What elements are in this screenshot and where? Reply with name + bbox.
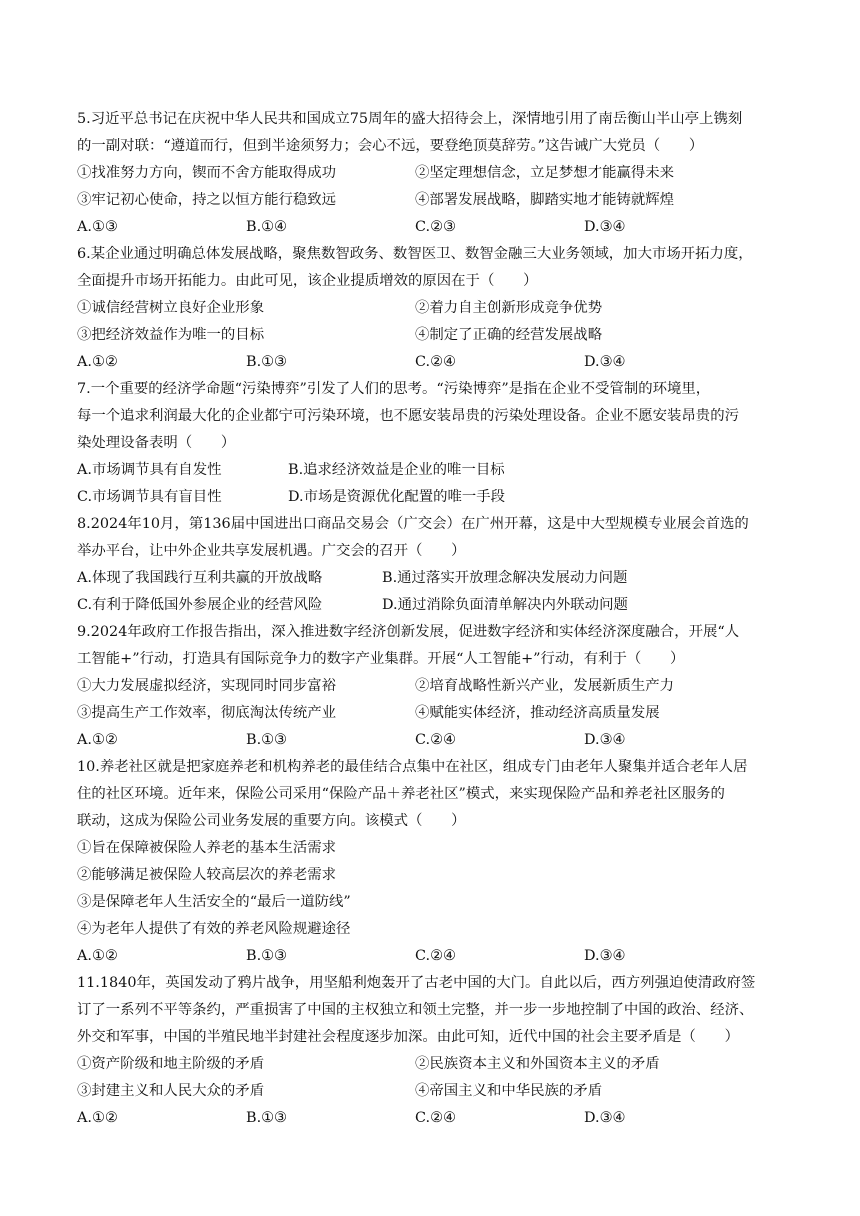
q9-option-a[interactable]: A.①② [77, 732, 118, 748]
q6-item-3: ③把经济效益作为唯一的目标 [77, 327, 265, 343]
q6-stem-line-1: 6.某企业通过明确总体发展战略，聚焦数智政务、数智医卫、数智金融三大业务领域，加大市场开拓力度， [77, 246, 753, 262]
q7-option-a[interactable]: A.市场调节具有自发性 [77, 462, 222, 478]
q6-option-d[interactable]: D.③④ [584, 354, 626, 370]
q5-stem-line-2: 的一副对联：“遵道而行，但到半途须努力；会心不远，要登绝顶莫辞劳。”这告诫广大党员（ ） [77, 138, 704, 154]
q7-stem-line-1: 7.一个重要的经济学命题“污染博弈”引发了人们的思考。“污染博弈”是指在企业不受管制的环境里， [77, 381, 711, 397]
q5-stem-line-1: 5.习近平总书记在庆祝中华人民共和国成立75周年的盛大招待会上，深情地引用了南岳衡山半山亭上镌刻 [77, 111, 743, 127]
q6-option-b[interactable]: B.①③ [246, 354, 287, 370]
q11-option-c[interactable]: C.②④ [415, 1110, 456, 1126]
q10-item-1: ①旨在保障被保险人养老的基本生活需求 [77, 840, 337, 856]
q8-stem-line-1: 8.2024年10月，第136届中国进出口商品交易会（广交会）在广州开幕，这是中大型规模专业展会首选的 [77, 516, 749, 532]
q10-item-3: ③是保障老年人生活安全的“最后一道防线” [77, 894, 351, 910]
q5-item-2: ②坚定理想信念，立足梦想才能赢得未来 [415, 165, 675, 181]
q5-option-d[interactable]: D.③④ [584, 219, 626, 235]
q11-stem-line-2: 订了一系列不平等条约，严重损害了中国的主权独立和领土完整，并一步一步地控制了中国的政治、经济、 [77, 1002, 754, 1018]
q11-item-1: ①资产阶级和地主阶级的矛盾 [77, 1056, 265, 1072]
q9-stem-line-2: 工智能+”行动，打造具有国际竞争力的数字产业集群。开展“人工智能+”行动，有利于（ ） [77, 651, 685, 667]
q10-stem-line-2: 住的社区环境。近年来，保险公司采用“保险产品＋养老社区”模式，来实现保险产品和养老社区服务的 [77, 786, 725, 802]
q5-item-3: ③牢记初心使命，持之以恒方能行稳致远 [77, 192, 337, 208]
q10-stem-line-1: 10.养老社区就是把家庭养老和机构养老的最佳结合点集中在社区，组成专门由老年人聚集并适合老年人居 [77, 759, 748, 775]
q10-option-b[interactable]: B.①③ [246, 948, 287, 964]
q7-option-c[interactable]: C.市场调节具有盲目性 [77, 489, 222, 505]
q8-option-d[interactable]: D.通过消除负面清单解决内外联动问题 [382, 597, 628, 613]
q6-item-1: ①诚信经营树立良好企业形象 [77, 300, 265, 316]
q6-item-4: ④制定了正确的经营发展战略 [415, 327, 603, 343]
q9-item-3: ③提高生产工作效率，彻底淘汰传统产业 [77, 705, 337, 721]
q7-option-d[interactable]: D.市场是资源优化配置的唯一手段 [288, 489, 506, 505]
q5-option-a[interactable]: A.①③ [77, 219, 118, 235]
q8-option-c[interactable]: C.有利于降低国外参展企业的经营风险 [77, 597, 323, 613]
q8-option-a[interactable]: A.体现了我国践行互利共赢的开放战略 [77, 570, 323, 586]
q9-option-d[interactable]: D.③④ [584, 732, 626, 748]
q5-option-c[interactable]: C.②③ [415, 219, 456, 235]
q5-option-b[interactable]: B.①④ [246, 219, 287, 235]
q11-item-2: ②民族资本主义和外国资本主义的矛盾 [415, 1056, 660, 1072]
q11-option-a[interactable]: A.①② [77, 1110, 118, 1126]
q9-stem-line-1: 9.2024年政府工作报告指出，深入推进数字经济创新发展，促进数字经济和实体经济深度融合，开展“人 [77, 624, 740, 640]
q11-option-b[interactable]: B.①③ [246, 1110, 287, 1126]
q11-item-3: ③封建主义和人民大众的矛盾 [77, 1083, 265, 1099]
q10-option-a[interactable]: A.①② [77, 948, 118, 964]
q11-stem-line-3: 外交和军事，中国的半殖民地半封建社会程度逐步加深。由此可知，近代中国的社会主要矛盾是（ ） [77, 1029, 739, 1045]
q8-stem-line-2: 举办平台，让中外企业共享发展机遇。广交会的召开（ ） [77, 543, 466, 559]
q6-option-c[interactable]: C.②④ [415, 354, 456, 370]
q9-item-2: ②培育战略性新兴产业，发展新质生产力 [415, 678, 675, 694]
q5-item-4: ④部署发展战略，脚踏实地才能铸就辉煌 [415, 192, 675, 208]
q10-option-c[interactable]: C.②④ [415, 948, 456, 964]
q9-item-4: ④赋能实体经济，推动经济高质量发展 [415, 705, 660, 721]
q6-item-2: ②着力自主创新形成竞争优势 [415, 300, 603, 316]
q9-item-1: ①大力发展虚拟经济，实现同时同步富裕 [77, 678, 337, 694]
q10-item-2: ②能够满足被保险人较高层次的养老需求 [77, 867, 337, 883]
q10-option-d[interactable]: D.③④ [584, 948, 626, 964]
q11-option-d[interactable]: D.③④ [584, 1110, 626, 1126]
q11-item-4: ④帝国主义和中华民族的矛盾 [415, 1083, 603, 1099]
q7-option-b[interactable]: B.追求经济效益是企业的唯一目标 [288, 462, 505, 478]
q9-option-b[interactable]: B.①③ [246, 732, 287, 748]
q10-stem-line-3: 联动，这成为保险公司业务发展的重要方向。该模式（ ） [77, 813, 466, 829]
q11-stem-line-1: 11.1840年，英国发动了鸦片战争，用坚船利炮轰开了古老中国的大门。自此以后，西方列强迫使清政府签 [77, 975, 756, 991]
q7-stem-line-2: 每一个追求利润最大化的企业都宁可污染环境，也不愿安装昂贵的污染处理设备。企业不愿安装昂贵的污 [77, 408, 739, 424]
q6-option-a[interactable]: A.①② [77, 354, 118, 370]
q10-item-4: ④为老年人提供了有效的养老风险规避途径 [77, 921, 351, 937]
q7-stem-line-3: 染处理设备表明（ ） [77, 435, 236, 451]
q6-stem-line-2: 全面提升市场开拓能力。由此可见，该企业提质增效的原因在于（ ） [77, 273, 538, 289]
q5-item-1: ①找准努力方向，锲而不舍方能取得成功 [77, 165, 337, 181]
q9-option-c[interactable]: C.②④ [415, 732, 456, 748]
q8-option-b[interactable]: B.通过落实开放理念解决发展动力问题 [382, 570, 628, 586]
